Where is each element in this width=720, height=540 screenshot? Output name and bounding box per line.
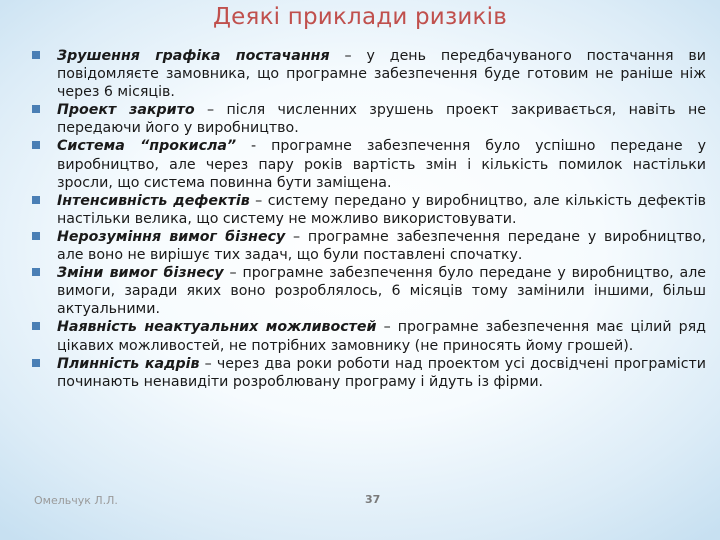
square-bullet-icon xyxy=(32,105,40,113)
square-bullet-icon xyxy=(32,141,40,149)
risk-description: – програмне забезпечення має цілий ряд цікавих можливостей, не потрібних замовнику (не приносять йому грошей). xyxy=(57,319,706,354)
risk-term: Нерозуміння вимог бізнесу xyxy=(57,228,286,245)
square-bullet-icon xyxy=(32,51,40,59)
risk-description: – після численних зрушень проект закривається, навіть не передаючи його у виробництво. xyxy=(57,102,706,137)
slide-title: Деякі приклади ризиків xyxy=(213,4,507,30)
risk-item xyxy=(30,355,706,391)
risk-item xyxy=(30,228,706,264)
risk-item xyxy=(30,47,706,101)
risk-term: Зміни вимог бізнесу xyxy=(57,265,224,282)
risk-description: – програмне забезпечення було передане у виробництво, але вимоги, заради яких воно розроблялось, 6 місяців тому замінили іншими, більш актуальними. xyxy=(57,265,706,318)
risk-item xyxy=(30,101,706,137)
risk-term: Система “прокисла” xyxy=(57,138,237,155)
risk-item xyxy=(30,318,706,354)
square-bullet-icon xyxy=(32,359,40,367)
square-bullet-icon xyxy=(32,268,40,276)
risk-description: – систему передано у виробництво, але кількість дефектів настільки велика, що систему не можливо використовувати. xyxy=(57,192,706,227)
risk-item xyxy=(30,137,706,191)
risk-term: Зрушення графіка постачання xyxy=(57,48,330,64)
square-bullet-icon xyxy=(32,232,40,240)
square-bullet-icon xyxy=(32,196,40,204)
risk-description: - програмне забезпечення було успішно передане у виробництво, але через пару років вартість змін і кількість помилок настільки зросли, що система повинна бути заміщена. xyxy=(57,138,706,191)
author-footer: Омельчук Л.Л. xyxy=(34,494,118,507)
risk-term: Плинність кадрів xyxy=(57,355,200,372)
risk-term: Інтенсивність дефектів xyxy=(57,192,250,209)
risk-item xyxy=(30,264,706,318)
square-bullet-icon xyxy=(32,322,40,330)
risk-description: – програмне забезпечення передане у виробництво, але воно не вирішує тих задач, що були поставлені спочатку. xyxy=(57,228,706,264)
risk-list xyxy=(30,47,706,391)
risk-item xyxy=(30,192,706,228)
risk-description: – через два роки роботи над проектом усі досвідчені програмісти починають ненавидіти розроблювану програму і йдуть із фірми. xyxy=(57,355,707,390)
page-number: 37 xyxy=(365,493,381,506)
risk-description: – у день передбачуваного постачання ви повідомляєте замовника, що програмне забезпечення буде готовим не раніше ніж через 6 місяців. xyxy=(57,48,706,101)
risk-term: Наявність неактуальних можливостей xyxy=(57,319,377,336)
risk-term: Проект закрито xyxy=(57,102,195,119)
